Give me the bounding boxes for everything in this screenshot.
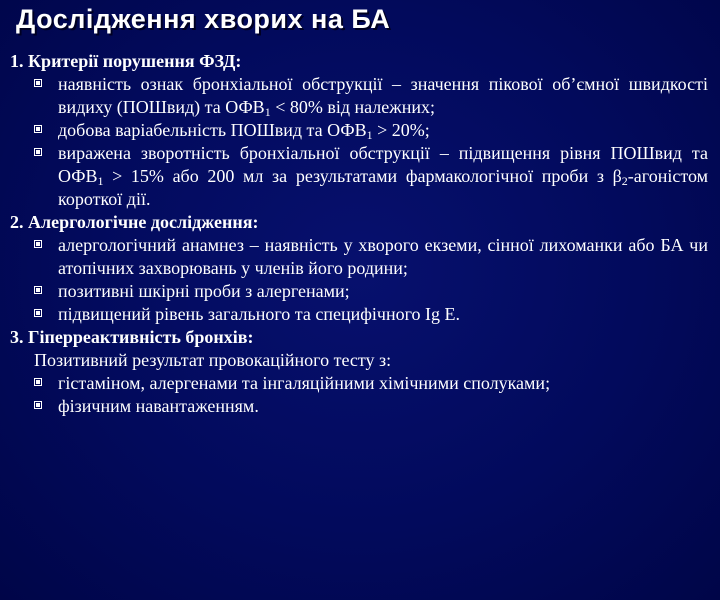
square-bullet-icon <box>34 240 42 248</box>
square-bullet-icon <box>34 401 42 409</box>
square-bullet-icon <box>34 378 42 386</box>
slide-content <box>10 50 710 418</box>
list-item: підвищений рівень загального та специфічного Ig E. <box>10 303 710 326</box>
list-item: алергологічний анамнез – наявність у хворого екземи, сінної лихоманки або БА чи атопічних захворювань у членів його родини; <box>10 234 710 280</box>
list-item: наявність ознак бронхіальної обструкції – значення пікової об’ємної швидкості видиху (ПОШвид) та $ОФВ_1 < 80\%$ від належних; <box>10 73 710 119</box>
square-bullet-icon <box>34 148 42 156</box>
section-heading-1: 1. Критерії порушення ФЗД: <box>10 51 242 71</box>
section-intro: Позитивний результат провокаційного тесту з: <box>34 350 392 370</box>
slide-title: Дослідження хворих на БА <box>16 4 391 34</box>
list-item: виражена зворотність бронхіальної обструкції – підвищення рівня ПОШвид та $ОФВ_1 > 15\%$ або 200 мл за результатами фармакологічної проби з $\beta_2$-агоністом короткої дії. <box>10 142 710 211</box>
list-item: добова варіабельність ПОШвид та $ОФВ_1 > 20\%$; <box>10 119 710 142</box>
square-bullet-icon <box>34 286 42 294</box>
list-item: фізичним навантаженням. <box>10 395 710 418</box>
square-bullet-icon <box>34 79 42 87</box>
list-item: позитивні шкірні проби з алергенами; <box>10 280 710 303</box>
list-item: гістаміном, алергенами та інгаляційними хімічними сполуками; <box>10 372 710 395</box>
square-bullet-icon <box>34 125 42 133</box>
square-bullet-icon <box>34 309 42 317</box>
section-heading-3: 3. Гіперреактивність бронхів: <box>10 327 254 347</box>
section-heading-2: 2. Алергологічне дослідження: <box>10 212 259 232</box>
